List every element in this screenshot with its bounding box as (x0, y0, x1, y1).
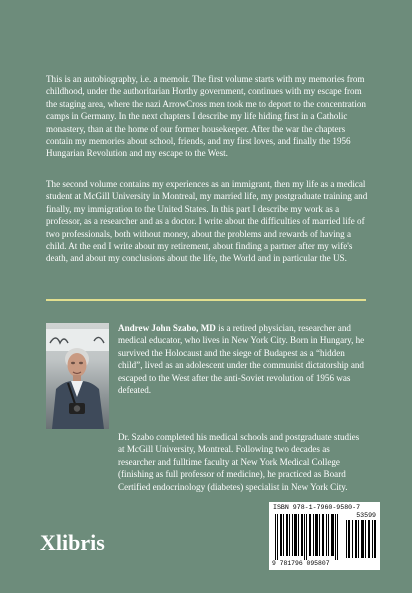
divider-rule (46, 299, 366, 301)
publisher-logo: Xlibris (40, 530, 105, 555)
isbn-barcode (269, 502, 380, 570)
ean-barcode-bars (273, 512, 343, 560)
author-bio-1 (118, 322, 368, 396)
price-barcode-bars (345, 520, 377, 558)
author-photo (46, 323, 109, 429)
blurb-paragraph-2: The second volume contains my experiences as an immigrant, then my life as a medical student at McGill University in Montreal, my married life, my postgraduate training and finally, my immigration to the United States. In this part I describe my work as a professor, as a researcher and as a doctor. I write about the difficulties of married life of two professionals, both without money, about the problems and rewards of having a child. At the end I write about my retirement, about finding a partner after my wife's death, and about my conclusions about the life, the World and in particular the US. (46, 179, 368, 264)
author-bio-2 (46, 431, 368, 493)
blurb-paragraph-1: This is an autobiography, i.e. a memoir. The first volume starts with my memories from childhood, under the authoritarian Horthy government, continues with my escape from the staging area, where the nazi ArrowCross men took me to deport to the concentration camps in Germany. In the next chapters I describe my life hiding first in a Catholic monastery, than at the home of our former housekeeper. After the war the chapters contain my memories about school, friends, and my first loves, and finally the 1956 Hungarian Revolution and my escape to the West. (46, 74, 366, 159)
author-bio-1-text: is a retired physician, researcher and medical educator, who lives in New York City. Born in Hungary, he survived the Holocaust and the siege of Budapest as a “hidden child”, lived as an adolescent under the communist dictatorship and escaped to the West after the anti-Soviet revolution of 1956 was defeated. (118, 323, 365, 396)
isbn-text: ISBN 978-1-7960-9580-7 (273, 504, 361, 511)
author-bio-2-text: Dr. Szabo completed his medical schools and postgraduate studies at McGill University, Montreal. Following two decades as researcher and fulltime faculty at New York Medical College (finishing as full professor of medicine), he practiced as Board Certified endocrinology (diabetes) specialist in New York City. (118, 432, 360, 492)
price-code: 53599 (356, 512, 376, 519)
ean-digits: 9 781796 095807 (272, 560, 330, 567)
author-name: Andrew John Szabo, MD (118, 323, 216, 333)
